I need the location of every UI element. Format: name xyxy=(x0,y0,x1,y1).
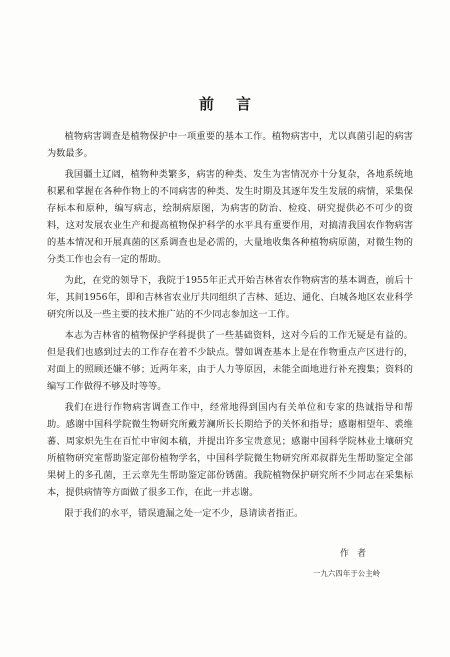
paragraph-3: 为此，在党的领导下，我院于1955年正式开始吉林省农作物病害的基本调查，前后十年，其间1956年，即和吉林省农业厅共同组织了吉林、延边、通化、白城各地区农业科学研究所以及一些主要的技术推广站的不少同志参加这一工作。 xyxy=(47,275,413,320)
paragraph-1: 植物病害调查是植物保护中一项重要的基本工作。植物病害中，尤以真菌引起的病害为数最多。 xyxy=(47,131,413,159)
page-title: 前言 xyxy=(198,95,273,113)
paragraph-4: 本志为吉林省的植物保护学科提供了一些基础资料，这对今后的工作无疑是有益的。但是我们也感到过去的工作存在着不少缺点。譬如调查基本上是在作物重点产区进行的，对面上的照顾还嫌不够；近两年来，由于人力等原因，未能全面地进行补充搜集；资料的编写工作做得不够及时等等。 xyxy=(47,330,413,392)
paragraph-5: 我们在进行作物病害调查工作中，经常地得到国内有关单位和专家的热诚指导和帮助。感谢中国科学院微生物研究所戴芳澜所长长期给予的关怀和指导；感谢相望年、裘维蕃、周家炽先生在百忙中审阅本稿，并提出许多宝贵意见；感谢中国科学院林业土壤研究所植物研究室帮助鉴定部份植物学名，中国科学院微生物研究所邓叔群先生帮助鉴定全部果树上的多孔菌，王云章先生帮助鉴定部份锈菌。我院植物保护研究所不少同志在采集标本，提供病情等方面做了很多工作，在此一并志谢。 xyxy=(47,402,413,498)
signature-date: 一九六四年于公主岭 xyxy=(313,569,381,578)
paragraph-6: 限于我们的水平，错误遗漏之处一定不少，恳请读者指正。 xyxy=(64,508,304,519)
signature-author: 作者 xyxy=(340,549,375,559)
paragraph-2: 我国疆土辽阔，植物种类繁多，病害的种类、发生为害情况亦十分复杂，各地系统地积累和掌握在各种作物上的不同病害的种类、发生时期及其逐年发生发展的病情，采集保存标本和原种，编写病志，绘制病原图，为病害的防治、检疫、研究提供必不可少的资料，这对发展农业生产和提高植物保护科学的水平具有重要作用，对搞清我国农作物病害的基本情况和开展真菌的区系调查也是必需的，大量地收集各种植物病原菌，对微生物的分类工作也会有一定的帮助。 xyxy=(47,169,413,265)
preface-body xyxy=(47,128,413,522)
